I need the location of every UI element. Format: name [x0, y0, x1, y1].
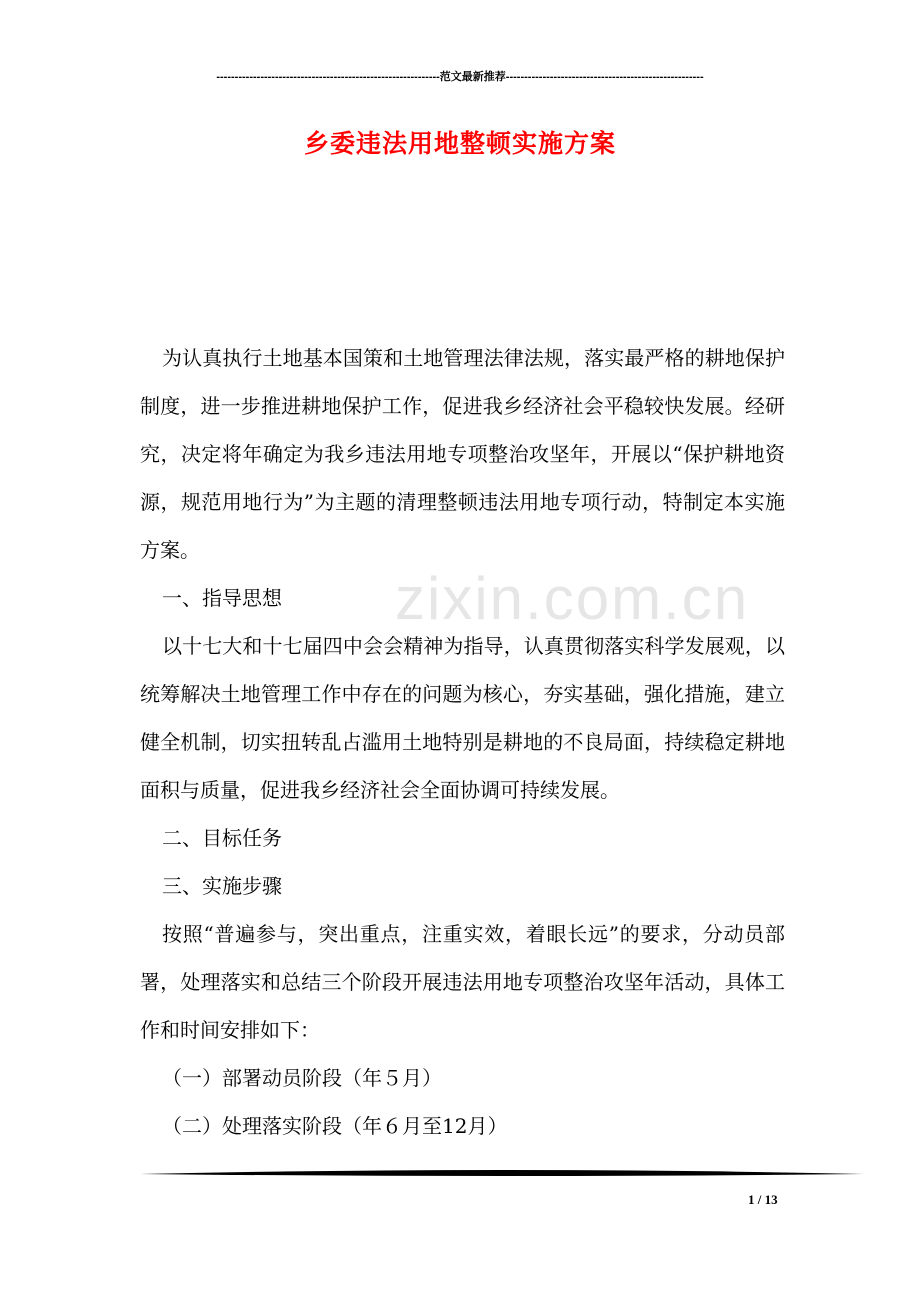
page-number: 1 / 13 — [748, 1192, 778, 1207]
page-header: -------------------------------------------------------------范文最新推荐------------------------------------------------------ — [216, 71, 704, 83]
heading-goals: 二、目标任务 — [162, 826, 282, 850]
paragraph-intro: 为认真执行土地基本国策和土地管理法律法规，落实最严格的耕地保护制度，进一步推进耕地保护工作，促进我乡经济社会平稳较快发展。经研究，决定将年确定为我乡违法用地专项整治攻坚年，开展以“保护耕地资源，规范用地行为”为主题的清理整顿违法用地专项行动，特制定本实施方案。 — [140, 346, 785, 562]
document-body — [140, 334, 785, 1150]
heading-implementation-steps: 三、实施步骤 — [162, 874, 282, 898]
watermark: zixin.com.cn — [395, 565, 750, 632]
list-item-deployment-phase: （一）部署动员阶段（年５月） — [162, 1066, 442, 1090]
paragraph-implementation: 按照“普遍参与，突出重点，注重实效，着眼长远”的要求，分动员部署，处理落实和总结三个阶段开展违法用地专项整治攻坚年活动，具体工作和时间安排如下： — [140, 922, 785, 1042]
list-item-handling-phase: （二）处理落实阶段（年６月至12月） — [162, 1114, 508, 1138]
heading-guiding-ideology: 一、指导思想 — [162, 586, 282, 610]
paragraph-guiding-ideology: 以十七大和十七届四中会会精神为指导，认真贯彻落实科学发展观，以统筹解决土地管理工作中存在的问题为核心，夯实基础，强化措施，建立健全机制，切实扭转乱占滥用土地特别是耕地的不良局面，持续稳定耕地面积与质量，促进我乡经济社会全面协调可持续发展。 — [140, 634, 785, 802]
footer-divider — [140, 1168, 864, 1180]
document-title: 乡委违法用地整顿实施方案 — [303, 129, 616, 158]
